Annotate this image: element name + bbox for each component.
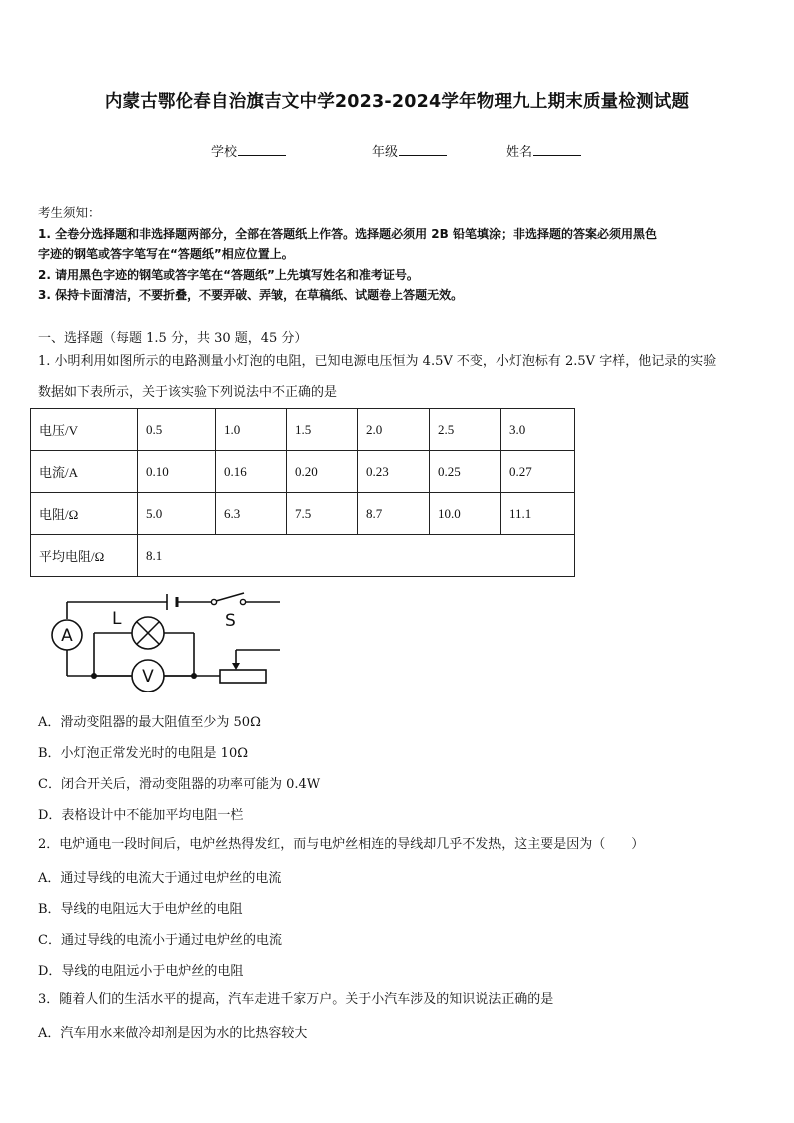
question-1-option-c[interactable]: C．闭合开关后，滑动变阻器的功率可能为 0.4W <box>38 777 321 792</box>
question-2-option-a[interactable]: A．通过导线的电流大于通过电炉丝的电流 <box>38 871 282 886</box>
junction-dot <box>91 673 97 679</box>
school-blank[interactable] <box>238 141 286 156</box>
lamp-icon <box>132 617 164 649</box>
table-row <box>31 493 575 535</box>
name-blank[interactable] <box>533 141 581 156</box>
table-cell: 11.1 <box>501 493 575 535</box>
school-field[interactable] <box>211 141 286 160</box>
voltmeter-label: V <box>142 667 154 687</box>
notice-line-1: 1. 全卷分选择题和非选择题两部分，全部在答题纸上作答。选择题必须用 2B 铅笔填涂；非选择题的答案必须用黑色 <box>38 226 657 241</box>
table-cell: 0.10 <box>138 451 216 493</box>
notice-line-4: 3. 保持卡面清洁，不要折叠，不要弄破、弄皱，在草稿纸、试题卷上答题无效。 <box>38 288 464 302</box>
question-3-text: 3．随着人们的生活水平的提高，汽车走进千家万户。关于小汽车涉及的知识说法正确的是 <box>38 992 554 1007</box>
grade-label: 年级 <box>372 145 399 160</box>
rheostat-icon <box>220 663 266 683</box>
table-cell: 7.5 <box>287 493 358 535</box>
table-cell: 电流/A <box>31 451 138 493</box>
table-cell: 0.20 <box>287 451 358 493</box>
table-cell: 8.7 <box>358 493 430 535</box>
switch-icon[interactable] <box>211 593 245 605</box>
table-cell: 2.0 <box>358 409 430 451</box>
question-2-option-d[interactable]: D．导线的电阻远小于电炉丝的电阻 <box>38 964 244 979</box>
notice-heading: 考生须知： <box>38 205 101 220</box>
table-cell: 3.0 <box>501 409 575 451</box>
grade-field[interactable] <box>372 141 447 160</box>
question-1-option-a[interactable]: A．滑动变阻器的最大阻值至少为 50Ω <box>38 715 261 730</box>
experiment-data-table <box>30 408 575 577</box>
table-cell: 电压/V <box>31 409 138 451</box>
switch-label: S <box>225 611 236 631</box>
question-3-option-a[interactable]: A．汽车用水来做冷却剂是因为水的比热容较大 <box>38 1026 308 1041</box>
table-cell: 1.5 <box>287 409 358 451</box>
question-1-option-d[interactable]: D．表格设计中不能加平均电阻一栏 <box>38 808 244 823</box>
table-cell: 0.23 <box>358 451 430 493</box>
table-cell: 0.27 <box>501 451 575 493</box>
notice-line-3: 2. 请用黑色字迹的钢笔或答字笔在“答题纸”上先填写姓名和准考证号。 <box>38 267 419 282</box>
notice-line-2: 字迹的钢笔或答字笔写在“答题纸”相应位置上。 <box>38 247 294 261</box>
question-1-line-2: 数据如下表所示，关于该实验下列说法中不正确的是 <box>38 385 338 400</box>
question-2-text: 2．电炉通电一段时间后，电炉丝热得发红，而与电炉丝相连的导线却几乎不发热，这主要是因为（ ） <box>38 837 645 852</box>
name-field[interactable] <box>506 141 581 160</box>
table-cell: 6.3 <box>216 493 287 535</box>
grade-blank[interactable] <box>399 141 447 156</box>
table-cell: 10.0 <box>430 493 501 535</box>
table-cell: 8.1 <box>138 535 575 577</box>
junction-dot <box>191 673 197 679</box>
battery-icon <box>167 594 177 610</box>
student-info-fields <box>0 141 794 161</box>
table-cell: 5.0 <box>138 493 216 535</box>
table-cell: 1.0 <box>216 409 287 451</box>
table-cell: 平均电阻/Ω <box>31 535 138 577</box>
question-2-option-b[interactable]: B．导线的电阻远大于电炉丝的电阻 <box>38 902 243 917</box>
school-label: 学校 <box>211 145 238 160</box>
circuit-diagram <box>40 592 280 692</box>
table-cell: 0.25 <box>430 451 501 493</box>
page-title: 内蒙古鄂伦春自治旗吉文中学2023-2024学年物理九上期末质量检测试题 <box>104 92 690 112</box>
question-2-option-c[interactable]: C．通过导线的电流小于通过电炉丝的电流 <box>38 933 282 948</box>
table-cell: 0.16 <box>216 451 287 493</box>
table-row <box>31 451 575 493</box>
table-cell: 0.5 <box>138 409 216 451</box>
question-1-option-b[interactable]: B．小灯泡正常发光时的电阻是 10Ω <box>38 746 249 761</box>
table-cell: 电阻/Ω <box>31 493 138 535</box>
table-cell: 2.5 <box>430 409 501 451</box>
question-1-line-1: 1. 小明利用如图所示的电路测量小灯泡的电阻，已知电源电压恒为 4.5V 不变，小灯泡标有 2.5V 字样，他记录的实验 <box>38 354 717 369</box>
table-row <box>31 409 575 451</box>
lamp-label: L <box>112 609 122 629</box>
table-row <box>31 535 575 577</box>
exam-notice <box>38 203 758 306</box>
name-label: 姓名 <box>506 145 533 160</box>
section-title: 一、选择题（每题 1.5 分，共 30 题，45 分） <box>38 331 308 346</box>
ammeter-label: A <box>61 626 73 646</box>
